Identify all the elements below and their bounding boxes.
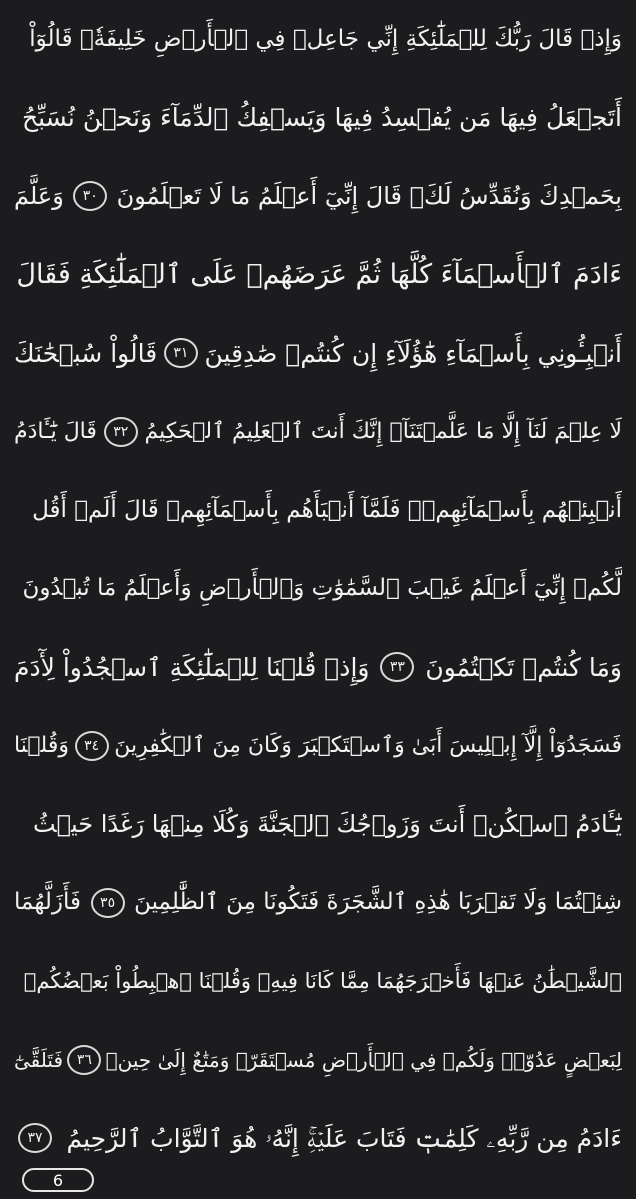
text-line-3 (14, 157, 622, 236)
line-text: أَتَجۡعَلُ فِيهَا مَن يُفۡسِدُ فِيهَا وَيَسۡفِكُ ٱلدِّمَآءَ وَنَحۡنُ نُسَبِّحُ (21, 103, 622, 133)
line-text: فَتَلَقَّىٰٓ (14, 1047, 64, 1072)
page-number: 6 (52, 1170, 64, 1190)
text-line-8 (14, 550, 622, 629)
page-number-badge (22, 1168, 94, 1192)
line-text: لَا عِلۡمَ لَنَآ إِلَّا مَا عَلَّمۡتَنَآۖ إِنَّكَ أَنتَ ٱلۡعَلِيمُ ٱلۡحَكِيمُ (144, 418, 622, 444)
text-line-12 (14, 864, 622, 943)
ayah-number-marker: ٣٥ (91, 888, 125, 918)
text-line-5 (14, 314, 622, 393)
line-text: لِبَعۡضٍ عَدُوّٞۖ وَلَكُمۡ فِي ٱلۡأَرۡضِ مُسۡتَقَرّٞ وَمَتَٰعٌ إِلَىٰ حِينٖ (105, 1047, 622, 1072)
line-text: شِئۡتُمَا وَلَا تَقۡرَبَا هَٰذِهِ ٱلشَّجَرَةَ فَتَكُونَا مِنَ ٱلظَّٰلِمِينَ (134, 889, 622, 916)
line-text: لَّكُمۡ إِنِّيٓ أَعۡلَمُ غَيۡبَ ٱلسَّمَٰوَٰتِ وَٱلۡأَرۡضِ وَأَعۡلَمُ مَا تُبۡدُونَ (22, 575, 622, 602)
line-text: أَنۢبِئۡهُم بِأَسۡمَآئِهِمۡۖ فَلَمَّآ أَنۢبَأَهُم بِأَسۡمَآئِهِمۡ قَالَ أَلَمۡ أَقُل (32, 496, 622, 523)
line-text: وَمَا كُنتُمۡ تَكۡتُمُونَ (425, 652, 622, 682)
ayah-number-marker: ٣٠ (73, 181, 107, 211)
text-line-15 (14, 1099, 622, 1178)
text-line-2 (14, 79, 622, 158)
line-text: فَسَجَدُوٓاْ إِلَّآ إِبۡلِيسَ أَبَىٰ وَٱسۡتَكۡبَرَ وَكَانَ مِنَ ٱلۡكَٰفِرِينَ (114, 732, 622, 758)
text-line-1 (14, 0, 622, 79)
line-text: وَقُلۡنَا (14, 732, 69, 758)
text-line-9 (14, 628, 622, 707)
quran-text-block (14, 0, 622, 1178)
line-text: بِحَمۡدِكَ وَنُقَدِّسُ لَكَۖ قَالَ إِنِّيٓ أَعۡلَمُ مَا لَا تَعۡلَمُونَ (116, 182, 622, 211)
line-text: ءَادَمَ ٱلۡأَسۡمَآءَ كُلَّهَا ثُمَّ عَرَضَهُمۡ عَلَى ٱلۡمَلَٰٓئِكَةِ فَقَالَ (16, 259, 622, 291)
text-line-10 (14, 707, 622, 786)
line-text: أَنۢبِـُٔونِي بِأَسۡمَآءِ هَٰٓؤُلَآءِ إِن كُنتُمۡ صَٰدِقِينَ (204, 338, 622, 368)
line-text: وَإِذۡ قَالَ رَبُّكَ لِلۡمَلَٰٓئِكَةِ إِنِّي جَاعِلٞ فِي ٱلۡأَرۡضِ خَلِيفَةٗۖ قَالُوٓاْ (29, 25, 622, 52)
text-line-4 (14, 236, 622, 315)
text-line-7 (14, 471, 622, 550)
ayah-number-marker: ٣١ (164, 338, 198, 368)
text-line-13 (14, 942, 622, 1021)
line-text: قَالَ يَٰٓـَٔادَمُ (14, 418, 97, 444)
ayah-number-marker: ٣٣ (380, 652, 414, 682)
ayah-number-marker: ٣٧ (18, 1123, 52, 1153)
line-text: وَعَلَّمَ (14, 182, 64, 211)
line-text: ٱلشَّيۡطَٰنُ عَنۡهَا فَأَخۡرَجَهُمَا مِمَّا كَانَا فِيهِۖ وَقُلۡنَا ٱهۡبِطُواْ بَعۡضُكُمۡ (23, 968, 622, 993)
text-line-6 (14, 393, 622, 472)
ayah-number-marker: ٣٦ (67, 1045, 101, 1075)
ayah-number-marker: ٣٤ (75, 731, 109, 761)
text-line-14 (14, 1021, 622, 1100)
line-text: ءَادَمُ مِن رَّبِّهِۦ كَلِمَٰتٖ فَتَابَ عَلَيۡهِۚ إِنَّهُۥ هُوَ ٱلتَّوَّابُ ٱلرَّحِيمُ (66, 1123, 622, 1153)
line-text: قَالُواْ سُبۡحَٰنَكَ (14, 338, 158, 368)
ayah-number-marker: ٣٢ (104, 417, 138, 447)
line-text: وَإِذۡ قُلۡنَا لِلۡمَلَٰٓئِكَةِ ٱسۡجُدُواْ لِأٓدَمَ (14, 652, 370, 682)
line-text: فَأَزَلَّهُمَا (14, 889, 82, 916)
line-text: يَٰٓـَٔادَمُ ٱسۡكُنۡ أَنتَ وَزَوۡجُكَ ٱلۡجَنَّةَ وَكُلَا مِنۡهَا رَغَدًا حَيۡثُ (33, 810, 622, 839)
text-line-11 (14, 785, 622, 864)
